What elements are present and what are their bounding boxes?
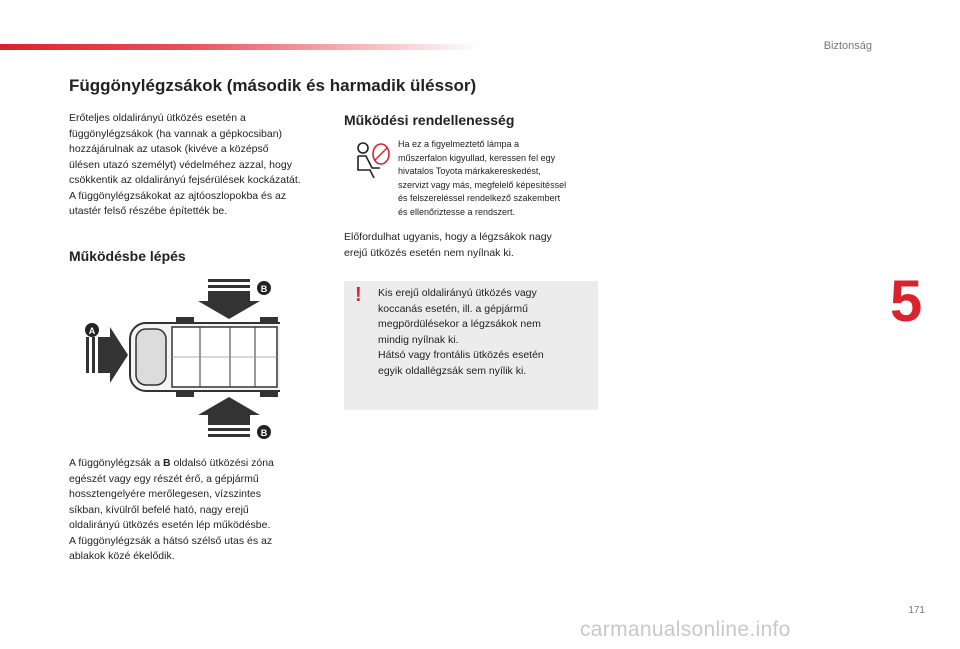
label-a: A bbox=[88, 326, 96, 336]
vehicle-top-view bbox=[130, 317, 280, 397]
deploy-text-rest: oldalsó ütközési zóna egészét vagy egy részét érő, a gépjármű hossztengelyére merőlegesen, vízszintes síkban, kívülről befelé ható, nagy erejű oldalirányú ütközés esetén lép működésbe. A függönylégzsák a hátsó szélső utas és az ablakok közé ékelődik. bbox=[69, 457, 274, 562]
bottom-impact-arrow bbox=[198, 397, 260, 437]
label-b-top: B bbox=[260, 284, 268, 294]
side-impact-diagram bbox=[80, 275, 280, 445]
deploy-heading: Működésbe lépés bbox=[69, 248, 186, 264]
warning-icon: ! bbox=[355, 284, 362, 306]
note-paragraph: Előfordulhat ugyanis, hogy a légzsákok nagy erejű ütközés esetén nem nyílnak ki. bbox=[344, 231, 552, 259]
airbag-warning-lamp-icon bbox=[352, 140, 392, 180]
section-name: Biztonság bbox=[823, 40, 872, 52]
warning-text: Kis erejű oldalirányú ütközés vagy koccanás esetén, ill. a gépjármű megpördülésekor a légzsákok nem mindig nyílnak ki. Hátsó vagy frontális ütközés esetén egyik oldallégzsák sem nyílik ki. bbox=[378, 287, 544, 377]
intro-paragraph: Erőteljes oldalirányú ütközés esetén a függönylégzsákok (ha vannak a gépkocsiban) hozzájárulnak az utasok (kivéve a középső ülésen utazó személyt) védelméhez azzal, hogy csökkentik az oldalirányú fejsérülések kockázatát. A függönylégzsákokat az ajtóoszlopokba és az utastér felső részébe építették be. bbox=[69, 112, 301, 217]
page-title: Függönylégzsákok (második és harmadik üléssor) bbox=[69, 76, 477, 95]
header-accent-bar bbox=[0, 44, 480, 50]
page-number: 171 bbox=[908, 605, 925, 616]
label-b-bottom: B bbox=[260, 428, 268, 438]
deploy-paragraph bbox=[69, 456, 329, 565]
chapter-number: 5 bbox=[890, 269, 923, 334]
deploy-zone-b: B bbox=[162, 457, 171, 469]
lamp-text: Ha ez a figyelmeztető lámpa a műszerfalon kigyullad, keressen fel egy hivatalos Toyota márkakereskedést, szervizt vagy más, megfelelő képesítéssel és felszereléssel rendelkező szakembert és ellenőriztesse a rendszert. bbox=[398, 139, 567, 217]
deploy-text-start: A függönylégzsák a bbox=[69, 457, 163, 469]
watermark: carmanualsonline.info bbox=[580, 618, 791, 641]
malfunction-heading: Működési rendellenesség bbox=[344, 112, 515, 128]
top-impact-arrow bbox=[198, 279, 260, 319]
